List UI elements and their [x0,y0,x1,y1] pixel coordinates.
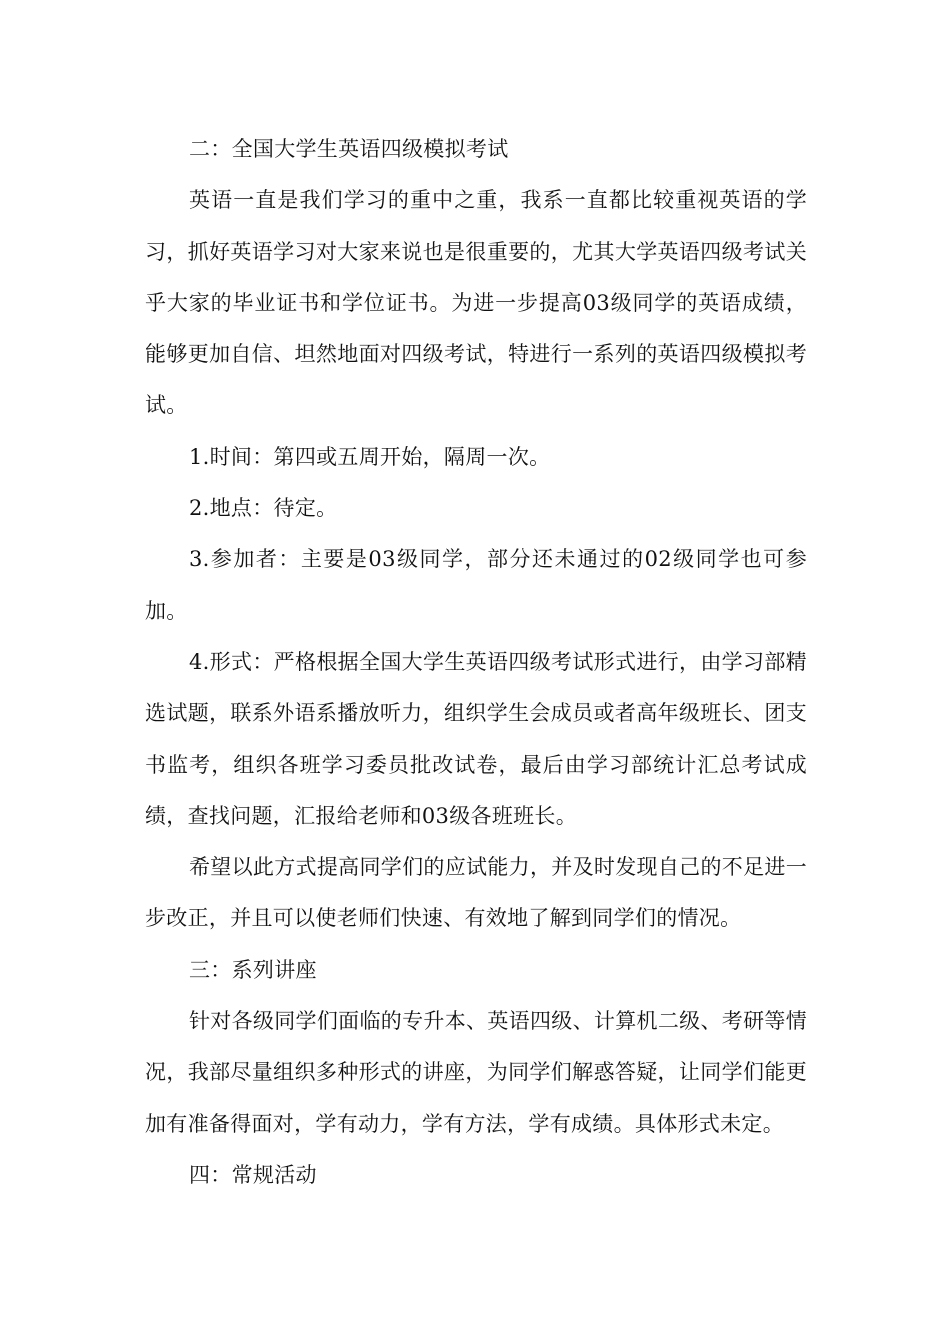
list-item-format: 4.形式：严格根据全国大学生英语四级考试形式进行，由学习部精选试题，联系外语系播放听力，组织学生会成员或者高年级班长、团支书监考，组织各班学习委员批改试卷，最后由学习部统计汇总考试成绩，查找问题，汇报给老师和03级各班班长。 [145,649,807,828]
paragraph-cet4-intro: 英语一直是我们学习的重中之重，我系一直都比较重视英语的学习，抓好英语学习对大家来说也是很重要的，尤其大学英语四级考试关乎大家的毕业证书和学位证书。为进一步提高03级同学的英语成绩，能够更加自信、坦然地面对四级考试，特进行一系列的英语四级模拟考试。 [145,188,807,418]
section-heading-cet4-mock-exam: 二：全国大学生英语四级模拟考试 [189,137,509,161]
list-item-location: 2.地点：待定。 [189,496,338,521]
document-body [145,124,807,1201]
paragraph-lectures: 针对各级同学们面临的专升本、英语四级、计算机二级、考研等情况，我部尽量组织多种形式的讲座，为同学们解惑答疑，让同学们能更加有准备得面对，学有动力，学有方法，学有成绩。具体形式未定。 [145,1009,807,1136]
list-item-participants: 3.参加者：主要是03级同学，部分还未通过的02级同学也可参加。 [145,547,807,623]
section-heading-regular-activities: 四：常规活动 [189,1162,317,1187]
paragraph-hope: 希望以此方式提高同学们的应试能力，并及时发现自己的不足进一步改正，并且可以使老师们快速、有效地了解到同学们的情况。 [145,855,807,931]
list-item-time: 1.时间：第四或五周开始，隔周一次。 [189,444,551,469]
section-heading-lectures: 三：系列讲座 [189,957,317,982]
